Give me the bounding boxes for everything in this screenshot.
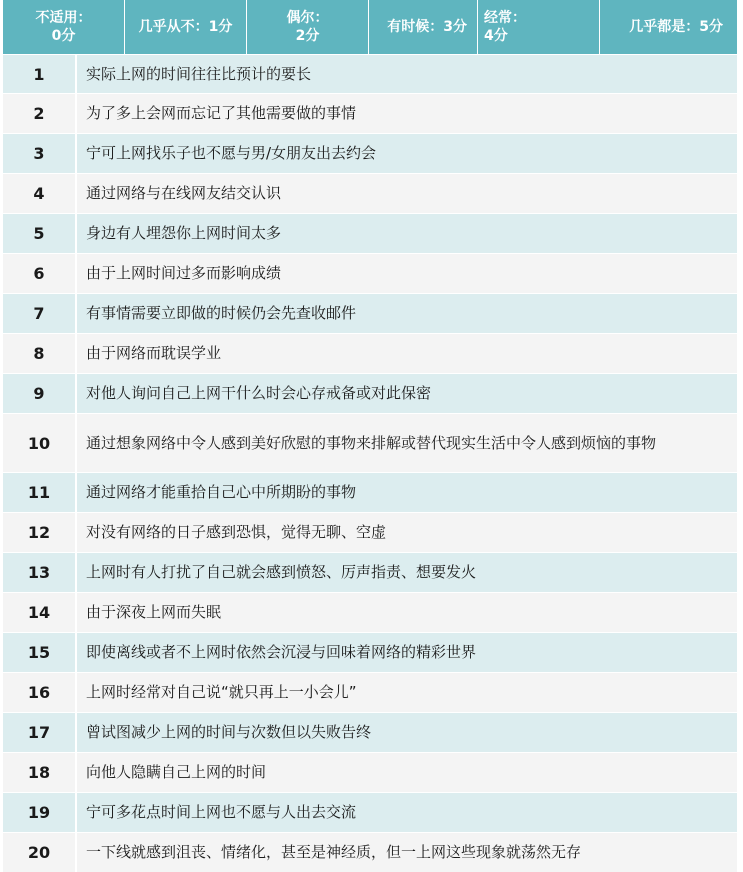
rating-scale-header bbox=[3, 0, 737, 54]
question-number: 18 bbox=[3, 753, 77, 792]
question-text: 身边有人埋怨你上网时间太多 bbox=[86, 224, 282, 242]
scale-label: 不适用： bbox=[35, 10, 92, 26]
scale-label: 有时候：3分 bbox=[387, 19, 467, 35]
scale-label: 几乎都是：5分 bbox=[629, 19, 723, 35]
question-text: 上网时经常对自己说“就只再上一小会儿” bbox=[86, 683, 357, 701]
question-text: 一下线就感到沮丧、情绪化，甚至是神经质，但一上网这些现象就荡然无存 bbox=[86, 843, 582, 861]
question-text: 通过想象网络中令人感到美好欣慰的事物来排解或替代现实生活中令人感到烦恼的事物 bbox=[86, 433, 657, 452]
question-text: 有事情需要立即做的时候仍会先查收邮件 bbox=[86, 304, 357, 322]
question-number: 19 bbox=[3, 793, 77, 832]
question-number: 17 bbox=[3, 713, 77, 752]
question-text: 向他人隐瞒自己上网的时间 bbox=[86, 763, 267, 781]
scale-option-4 bbox=[478, 0, 600, 54]
question-number: 11 bbox=[3, 473, 77, 512]
table-row bbox=[3, 472, 737, 512]
question-number: 1 bbox=[3, 55, 77, 93]
scale-label: 几乎从不：1分 bbox=[138, 19, 233, 35]
question-number: 12 bbox=[3, 513, 77, 552]
question-text: 对他人询问自己上网干什么时会心存戒备或对此保密 bbox=[86, 384, 432, 402]
table-row bbox=[3, 632, 737, 672]
question-number: 8 bbox=[3, 334, 77, 373]
question-text: 宁可多花点时间上网也不愿与人出去交流 bbox=[86, 803, 357, 821]
question-number: 9 bbox=[3, 374, 77, 413]
question-number: 14 bbox=[3, 593, 77, 632]
table-row bbox=[3, 54, 737, 93]
scale-option-5 bbox=[600, 0, 737, 54]
question-text: 由于上网时间过多而影响成绩 bbox=[86, 264, 282, 282]
question-number: 2 bbox=[3, 94, 77, 133]
question-text: 由于深夜上网而失眠 bbox=[86, 603, 222, 621]
question-number: 10 bbox=[3, 414, 77, 472]
scale-label: 经常： bbox=[484, 10, 526, 26]
question-text: 曾试图减少上网的时间与次数但以失败告终 bbox=[86, 723, 372, 741]
question-text: 为了多上会网而忘记了其他需要做的事情 bbox=[86, 104, 357, 122]
table-row bbox=[3, 752, 737, 792]
table-row bbox=[3, 592, 737, 632]
question-number: 16 bbox=[3, 673, 77, 712]
scale-label: 偶尔： bbox=[286, 10, 329, 26]
table-row bbox=[3, 792, 737, 832]
question-number: 7 bbox=[3, 294, 77, 333]
table-row bbox=[3, 512, 737, 552]
question-number: 5 bbox=[3, 214, 77, 253]
scale-score: 2分 bbox=[295, 28, 320, 44]
table-row bbox=[3, 712, 737, 752]
table-row bbox=[3, 293, 737, 333]
question-number: 20 bbox=[3, 833, 77, 872]
scale-option-3 bbox=[369, 0, 478, 54]
scale-option-1 bbox=[125, 0, 247, 54]
question-text: 通过网络与在线网友结交认识 bbox=[86, 184, 282, 202]
table-row bbox=[3, 173, 737, 213]
question-text: 对没有网络的日子感到恐惧，觉得无聊、空虚 bbox=[86, 523, 387, 541]
question-number: 15 bbox=[3, 633, 77, 672]
scale-option-0 bbox=[3, 0, 125, 54]
table-row bbox=[3, 133, 737, 173]
table-row bbox=[3, 832, 737, 872]
table-row bbox=[3, 93, 737, 133]
question-text: 上网时有人打扰了自己就会感到愤怒、厉声指责、想要发火 bbox=[86, 563, 477, 581]
question-table bbox=[3, 54, 737, 872]
scale-score: 4分 bbox=[484, 28, 508, 44]
question-number: 6 bbox=[3, 254, 77, 293]
table-row bbox=[3, 253, 737, 293]
table-row bbox=[3, 552, 737, 592]
scale-option-2 bbox=[247, 0, 369, 54]
table-row bbox=[3, 373, 737, 413]
scale-score: 0分 bbox=[51, 28, 76, 44]
question-text: 实际上网的时间往往比预计的要长 bbox=[86, 64, 312, 83]
question-text: 由于网络而耽误学业 bbox=[86, 344, 222, 362]
question-text: 通过网络才能重拾自己心中所期盼的事物 bbox=[86, 483, 357, 501]
question-number: 3 bbox=[3, 134, 77, 173]
table-row bbox=[3, 213, 737, 253]
question-number: 13 bbox=[3, 553, 77, 592]
question-number: 4 bbox=[3, 174, 77, 213]
table-row bbox=[3, 672, 737, 712]
question-text: 宁可上网找乐子也不愿与男/女朋友出去约会 bbox=[86, 144, 377, 162]
table-row bbox=[3, 333, 737, 373]
table-row bbox=[3, 413, 737, 472]
question-text: 即使离线或者不上网时依然会沉浸与回味着网络的精彩世界 bbox=[86, 643, 477, 661]
